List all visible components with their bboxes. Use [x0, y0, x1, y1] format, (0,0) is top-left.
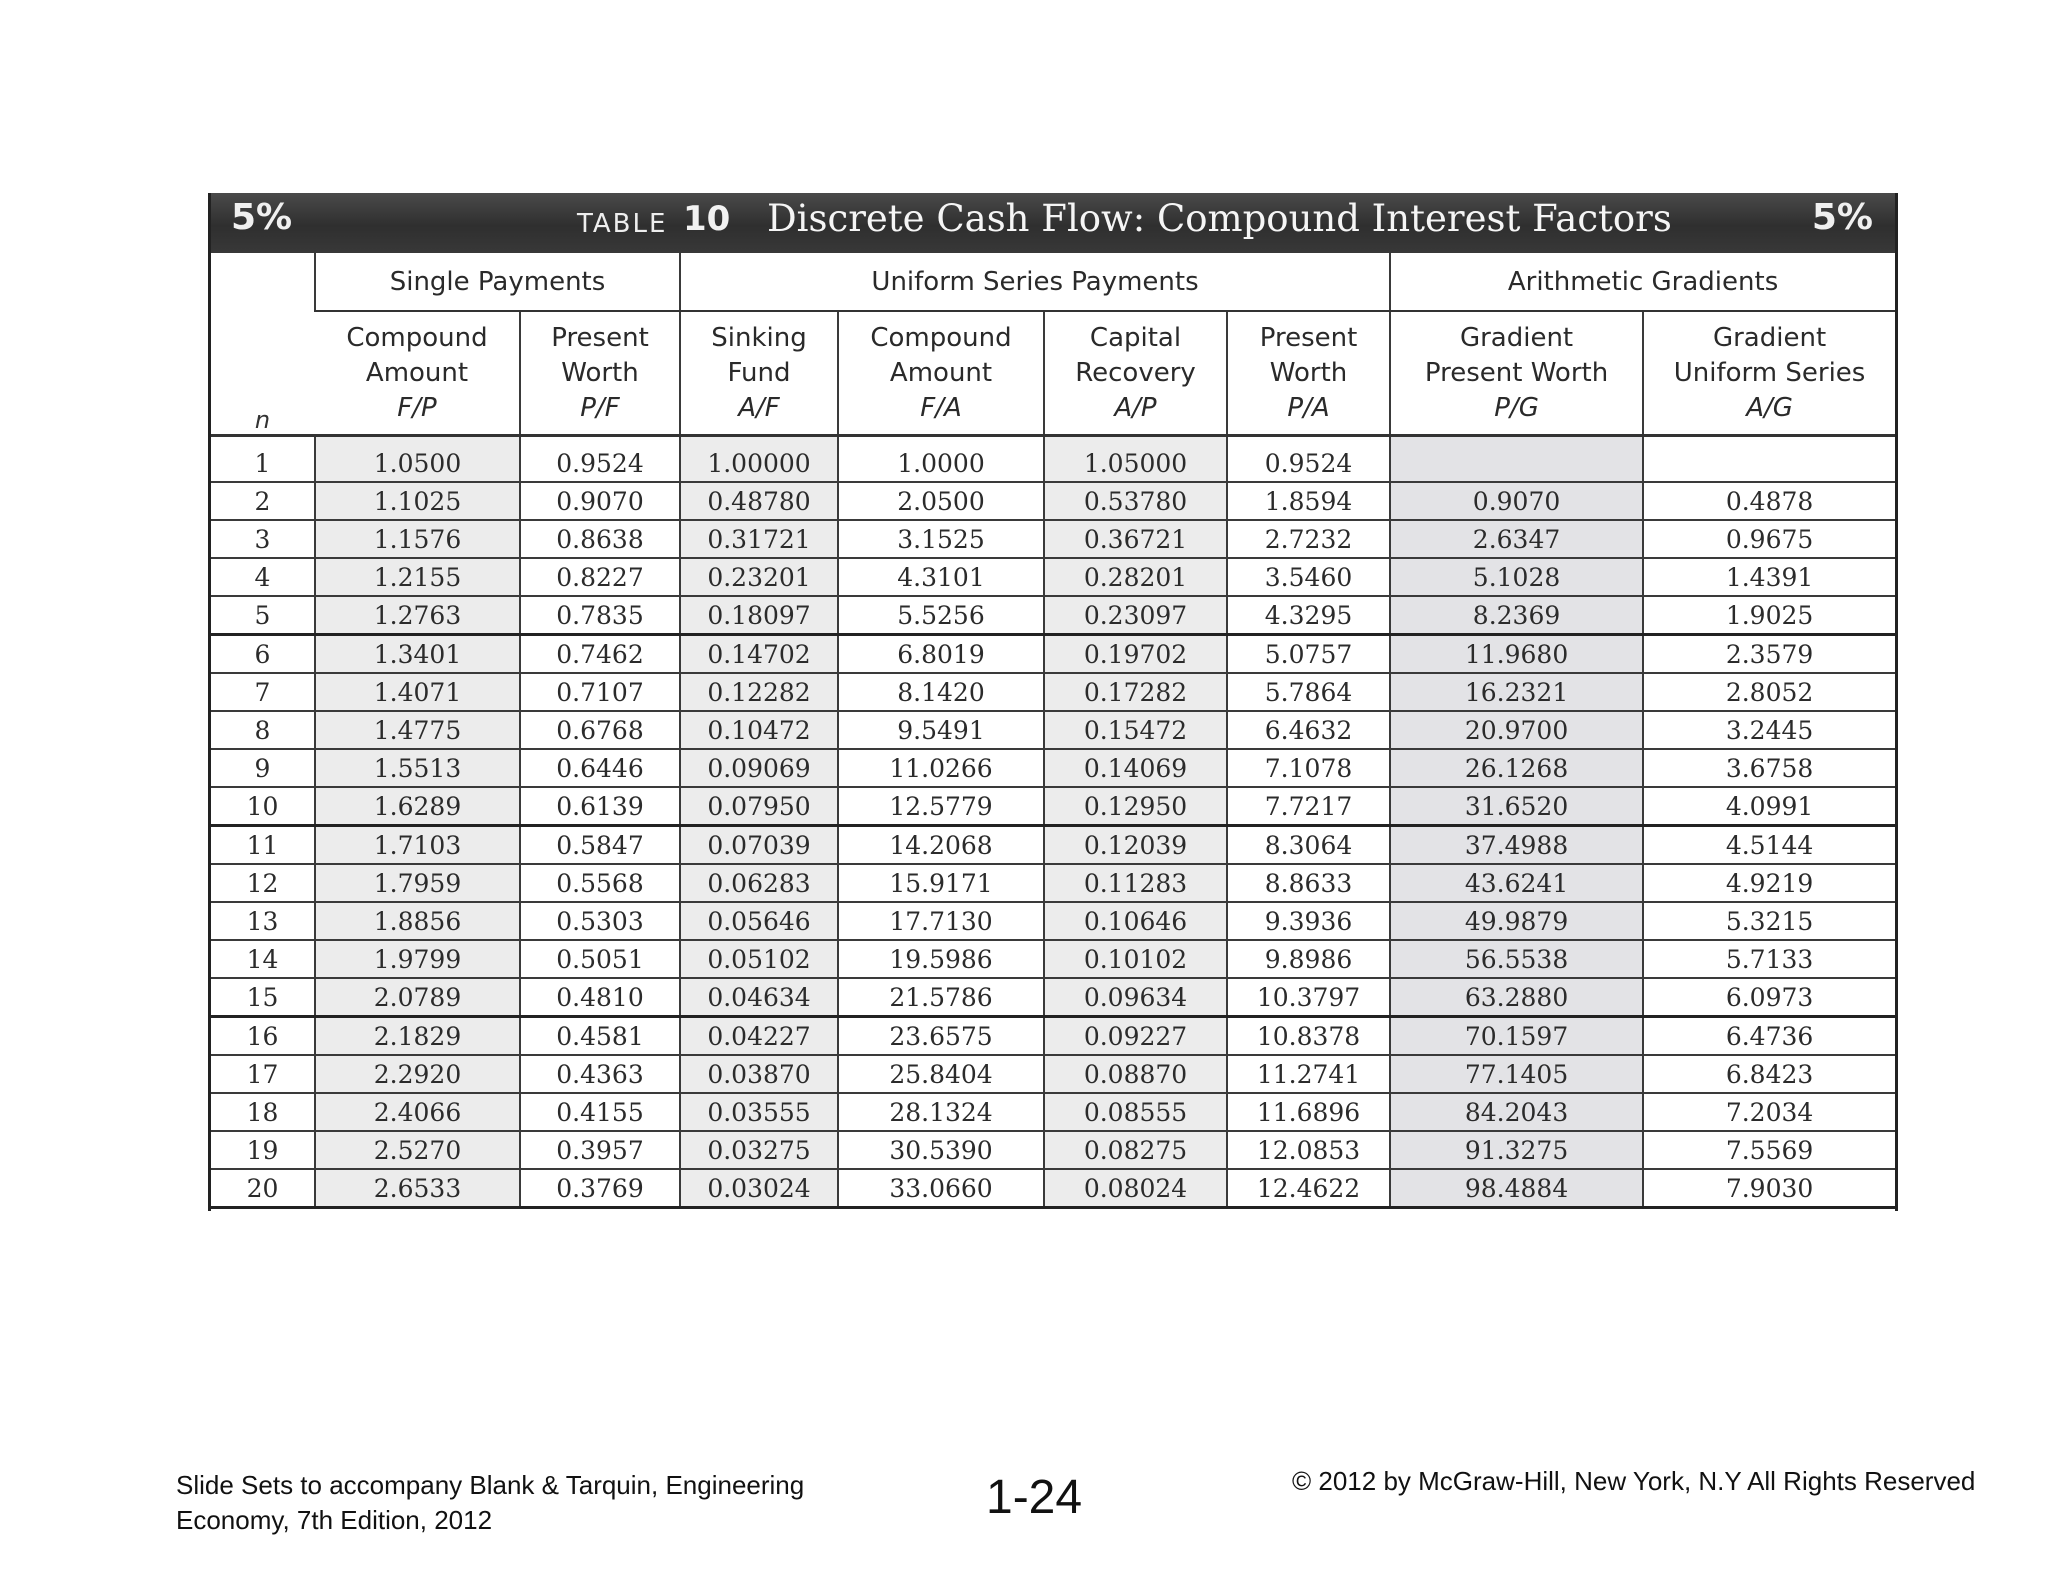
cell-fp: 1.2763	[315, 596, 520, 635]
cell-ap: 0.28201	[1044, 558, 1227, 596]
table-row	[211, 787, 1895, 826]
group-header-row	[211, 253, 1895, 311]
cell-pg: 84.2043	[1390, 1093, 1643, 1131]
cell-pg: 56.5538	[1390, 940, 1643, 978]
cell-fa: 28.1324	[838, 1093, 1044, 1131]
cell-ap: 0.08024	[1044, 1169, 1227, 1208]
cell-fp: 2.5270	[315, 1131, 520, 1169]
table-title: Discrete Cash Flow: Compound Interest Factors	[767, 197, 1672, 240]
cell-fp: 1.4775	[315, 711, 520, 749]
group-arithmetic-gradients: Arithmetic Gradients	[1390, 253, 1895, 311]
cell-ap: 0.14069	[1044, 749, 1227, 787]
header-spacer	[211, 436, 1895, 446]
cell-ap: 0.10646	[1044, 902, 1227, 940]
col-header-ag: Gradient Uniform Series A/G	[1643, 311, 1895, 436]
cell-fp: 1.1025	[315, 482, 520, 520]
table-row	[211, 749, 1895, 787]
cell-ag: 2.8052	[1643, 673, 1895, 711]
page-number: 1-24	[986, 1471, 1083, 1524]
cell-ag: 6.8423	[1643, 1055, 1895, 1093]
cell-fa: 17.7130	[838, 902, 1044, 940]
cell-fp: 1.0500	[315, 445, 520, 482]
cell-n: 6	[211, 635, 315, 674]
cell-pf: 0.4363	[520, 1055, 680, 1093]
rate-left: 5%	[231, 197, 293, 238]
table-label: TABLE	[577, 209, 668, 239]
cell-af: 0.03870	[680, 1055, 838, 1093]
footer-citation-line1: Slide Sets to accompany Blank & Tarquin, Engineering	[176, 1470, 805, 1500]
cell-fp: 1.7103	[315, 826, 520, 865]
cell-fa: 4.3101	[838, 558, 1044, 596]
cell-pf: 0.6768	[520, 711, 680, 749]
cell-ag: 1.9025	[1643, 596, 1895, 635]
cell-ap: 0.19702	[1044, 635, 1227, 674]
cell-fa: 6.8019	[838, 635, 1044, 674]
cell-pa: 11.2741	[1227, 1055, 1390, 1093]
cell-ap: 0.10102	[1044, 940, 1227, 978]
cell-fa: 9.5491	[838, 711, 1044, 749]
cell-af: 0.12282	[680, 673, 838, 711]
cell-af: 0.48780	[680, 482, 838, 520]
cell-ap: 1.05000	[1044, 445, 1227, 482]
cell-fa: 19.5986	[838, 940, 1044, 978]
factor-table-body	[211, 445, 1895, 1208]
cell-fa: 21.5786	[838, 978, 1044, 1017]
cell-ag: 4.9219	[1643, 864, 1895, 902]
cell-n: 20	[211, 1169, 315, 1208]
cell-n: 18	[211, 1093, 315, 1131]
cell-pa: 5.7864	[1227, 673, 1390, 711]
table-row	[211, 673, 1895, 711]
cell-pf: 0.6139	[520, 787, 680, 826]
cell-ap: 0.12039	[1044, 826, 1227, 865]
cell-af: 0.04227	[680, 1017, 838, 1056]
col-header-pa: Present Worth P/A	[1227, 311, 1390, 436]
cell-n: 13	[211, 902, 315, 940]
cell-af: 0.18097	[680, 596, 838, 635]
table-row	[211, 1055, 1895, 1093]
cell-pf: 0.4155	[520, 1093, 680, 1131]
cell-fa: 5.5256	[838, 596, 1044, 635]
table-row	[211, 1169, 1895, 1208]
cell-n: 2	[211, 482, 315, 520]
cell-ag: 2.3579	[1643, 635, 1895, 674]
cell-fp: 1.4071	[315, 673, 520, 711]
table-number: 10	[683, 199, 731, 239]
cell-fa: 33.0660	[838, 1169, 1044, 1208]
cell-pg: 5.1028	[1390, 558, 1643, 596]
group-single-payments: Single Payments	[315, 253, 680, 311]
cell-ag: 6.0973	[1643, 978, 1895, 1017]
cell-pf: 0.4581	[520, 1017, 680, 1056]
cell-pa: 0.9524	[1227, 445, 1390, 482]
table-row	[211, 445, 1895, 482]
cell-ap: 0.17282	[1044, 673, 1227, 711]
cell-pa: 8.8633	[1227, 864, 1390, 902]
cell-af: 0.06283	[680, 864, 838, 902]
cell-fp: 1.1576	[315, 520, 520, 558]
cell-pa: 7.1078	[1227, 749, 1390, 787]
cell-ag: 7.2034	[1643, 1093, 1895, 1131]
cell-fa: 25.8404	[838, 1055, 1044, 1093]
cell-pa: 10.3797	[1227, 978, 1390, 1017]
cell-fp: 1.3401	[315, 635, 520, 674]
cell-pa: 3.5460	[1227, 558, 1390, 596]
cell-pg: 31.6520	[1390, 787, 1643, 826]
cell-pg: 91.3275	[1390, 1131, 1643, 1169]
cell-af: 0.03555	[680, 1093, 838, 1131]
cell-pg: 26.1268	[1390, 749, 1643, 787]
cell-ap: 0.09634	[1044, 978, 1227, 1017]
cell-af: 0.10472	[680, 711, 838, 749]
cell-pa: 10.8378	[1227, 1017, 1390, 1056]
cell-af: 0.04634	[680, 978, 838, 1017]
cell-af: 0.05646	[680, 902, 838, 940]
cell-fp: 1.6289	[315, 787, 520, 826]
cell-fa: 12.5779	[838, 787, 1044, 826]
cell-n: 3	[211, 520, 315, 558]
cell-fp: 1.2155	[315, 558, 520, 596]
cell-pf: 0.5847	[520, 826, 680, 865]
table-row	[211, 711, 1895, 749]
cell-pf: 0.7835	[520, 596, 680, 635]
cell-fp: 1.8856	[315, 902, 520, 940]
cell-ap: 0.12950	[1044, 787, 1227, 826]
cell-pg: 16.2321	[1390, 673, 1643, 711]
cell-n: 10	[211, 787, 315, 826]
cell-pg: 8.2369	[1390, 596, 1643, 635]
cell-pa: 12.0853	[1227, 1131, 1390, 1169]
footer-citation	[176, 1468, 816, 1538]
cell-af: 0.03275	[680, 1131, 838, 1169]
cell-ag: 4.5144	[1643, 826, 1895, 865]
cell-ap: 0.23097	[1044, 596, 1227, 635]
cell-ag: 6.4736	[1643, 1017, 1895, 1056]
table-row	[211, 902, 1895, 940]
cell-ap: 0.09227	[1044, 1017, 1227, 1056]
cell-ap: 0.36721	[1044, 520, 1227, 558]
cell-pa: 2.7232	[1227, 520, 1390, 558]
table-row	[211, 826, 1895, 865]
cell-pg: 98.4884	[1390, 1169, 1643, 1208]
cell-pg: 20.9700	[1390, 711, 1643, 749]
cell-ag: 3.6758	[1643, 749, 1895, 787]
col-header-pg: Gradient Present Worth P/G	[1390, 311, 1643, 436]
table-row	[211, 978, 1895, 1017]
cell-ag: 0.4878	[1643, 482, 1895, 520]
cell-ap: 0.08275	[1044, 1131, 1227, 1169]
footer-copyright: © 2012 by McGraw-Hill, New York, N.Y All Rights Reserved	[1292, 1466, 1976, 1496]
column-header-row	[211, 311, 1895, 436]
cell-n: 12	[211, 864, 315, 902]
cell-n: 5	[211, 596, 315, 635]
cell-pa: 6.4632	[1227, 711, 1390, 749]
cell-ap: 0.11283	[1044, 864, 1227, 902]
cell-n: 11	[211, 826, 315, 865]
cell-fa: 11.0266	[838, 749, 1044, 787]
cell-n: 17	[211, 1055, 315, 1093]
cell-n: 4	[211, 558, 315, 596]
cell-ap: 0.53780	[1044, 482, 1227, 520]
cell-fa: 3.1525	[838, 520, 1044, 558]
cell-pg	[1390, 445, 1643, 482]
table-row	[211, 558, 1895, 596]
cell-n: 16	[211, 1017, 315, 1056]
cell-af: 1.00000	[680, 445, 838, 482]
cell-fp: 2.4066	[315, 1093, 520, 1131]
cell-ag: 5.7133	[1643, 940, 1895, 978]
n-header: n	[211, 253, 315, 436]
cell-fp: 2.0789	[315, 978, 520, 1017]
cell-fp: 2.1829	[315, 1017, 520, 1056]
cell-ap: 0.15472	[1044, 711, 1227, 749]
table-row	[211, 940, 1895, 978]
interest-table-image	[208, 193, 1898, 1211]
col-header-pf: Present Worth P/F	[520, 311, 680, 436]
cell-ag: 0.9675	[1643, 520, 1895, 558]
cell-pg: 77.1405	[1390, 1055, 1643, 1093]
cell-ag: 7.5569	[1643, 1131, 1895, 1169]
cell-pa: 5.0757	[1227, 635, 1390, 674]
cell-pf: 0.5051	[520, 940, 680, 978]
cell-n: 14	[211, 940, 315, 978]
cell-af: 0.14702	[680, 635, 838, 674]
cell-pg: 70.1597	[1390, 1017, 1643, 1056]
cell-fa: 15.9171	[838, 864, 1044, 902]
cell-af: 0.09069	[680, 749, 838, 787]
table-row	[211, 864, 1895, 902]
cell-fa: 2.0500	[838, 482, 1044, 520]
cell-pf: 0.6446	[520, 749, 680, 787]
cell-fa: 23.6575	[838, 1017, 1044, 1056]
cell-fa: 8.1420	[838, 673, 1044, 711]
cell-pg: 0.9070	[1390, 482, 1643, 520]
cell-ag: 7.9030	[1643, 1169, 1895, 1208]
cell-pa: 7.7217	[1227, 787, 1390, 826]
cell-n: 15	[211, 978, 315, 1017]
cell-pf: 0.7462	[520, 635, 680, 674]
col-header-fp: Compound Amount F/P	[315, 311, 520, 436]
cell-n: 7	[211, 673, 315, 711]
cell-af: 0.03024	[680, 1169, 838, 1208]
cell-n: 19	[211, 1131, 315, 1169]
col-header-ap: Capital Recovery A/P	[1044, 311, 1227, 436]
cell-n: 8	[211, 711, 315, 749]
cell-pf: 0.8638	[520, 520, 680, 558]
table-title-bar	[211, 193, 1895, 253]
cell-fa: 14.2068	[838, 826, 1044, 865]
cell-pf: 0.4810	[520, 978, 680, 1017]
group-uniform-series: Uniform Series Payments	[680, 253, 1390, 311]
cell-fp: 1.9799	[315, 940, 520, 978]
cell-fp: 2.2920	[315, 1055, 520, 1093]
col-header-fa: Compound Amount F/A	[838, 311, 1044, 436]
cell-pf: 0.3769	[520, 1169, 680, 1208]
cell-ag: 1.4391	[1643, 558, 1895, 596]
table-row	[211, 1017, 1895, 1056]
cell-pf: 0.9070	[520, 482, 680, 520]
rate-right: 5%	[1811, 197, 1873, 238]
factor-table	[211, 253, 1895, 1209]
cell-pg: 43.6241	[1390, 864, 1643, 902]
table-row	[211, 1093, 1895, 1131]
cell-ag: 5.3215	[1643, 902, 1895, 940]
cell-pg: 11.9680	[1390, 635, 1643, 674]
cell-pa: 8.3064	[1227, 826, 1390, 865]
table-row	[211, 596, 1895, 635]
cell-ag: 4.0991	[1643, 787, 1895, 826]
cell-n: 9	[211, 749, 315, 787]
cell-af: 0.23201	[680, 558, 838, 596]
cell-pf: 0.9524	[520, 445, 680, 482]
cell-pa: 12.4622	[1227, 1169, 1390, 1208]
cell-af: 0.31721	[680, 520, 838, 558]
cell-af: 0.07039	[680, 826, 838, 865]
cell-ag	[1643, 445, 1895, 482]
cell-ag: 3.2445	[1643, 711, 1895, 749]
footer-citation-line2: Economy, 7th Edition, 2012	[176, 1505, 493, 1535]
cell-pg: 49.9879	[1390, 902, 1643, 940]
cell-ap: 0.08870	[1044, 1055, 1227, 1093]
cell-fa: 30.5390	[838, 1131, 1044, 1169]
cell-fa: 1.0000	[838, 445, 1044, 482]
table-row	[211, 635, 1895, 674]
cell-pa: 9.3936	[1227, 902, 1390, 940]
cell-af: 0.07950	[680, 787, 838, 826]
table-row	[211, 520, 1895, 558]
col-header-af: Sinking Fund A/F	[680, 311, 838, 436]
cell-pg: 63.2880	[1390, 978, 1643, 1017]
cell-fp: 1.7959	[315, 864, 520, 902]
table-row	[211, 1131, 1895, 1169]
cell-pf: 0.5303	[520, 902, 680, 940]
cell-pa: 4.3295	[1227, 596, 1390, 635]
cell-pg: 2.6347	[1390, 520, 1643, 558]
cell-ap: 0.08555	[1044, 1093, 1227, 1131]
cell-af: 0.05102	[680, 940, 838, 978]
cell-pf: 0.7107	[520, 673, 680, 711]
cell-pf: 0.3957	[520, 1131, 680, 1169]
cell-pa: 11.6896	[1227, 1093, 1390, 1131]
cell-pf: 0.8227	[520, 558, 680, 596]
cell-pg: 37.4988	[1390, 826, 1643, 865]
cell-pf: 0.5568	[520, 864, 680, 902]
cell-n: 1	[211, 445, 315, 482]
table-row	[211, 482, 1895, 520]
cell-fp: 1.5513	[315, 749, 520, 787]
cell-pa: 9.8986	[1227, 940, 1390, 978]
cell-pa: 1.8594	[1227, 482, 1390, 520]
cell-fp: 2.6533	[315, 1169, 520, 1208]
